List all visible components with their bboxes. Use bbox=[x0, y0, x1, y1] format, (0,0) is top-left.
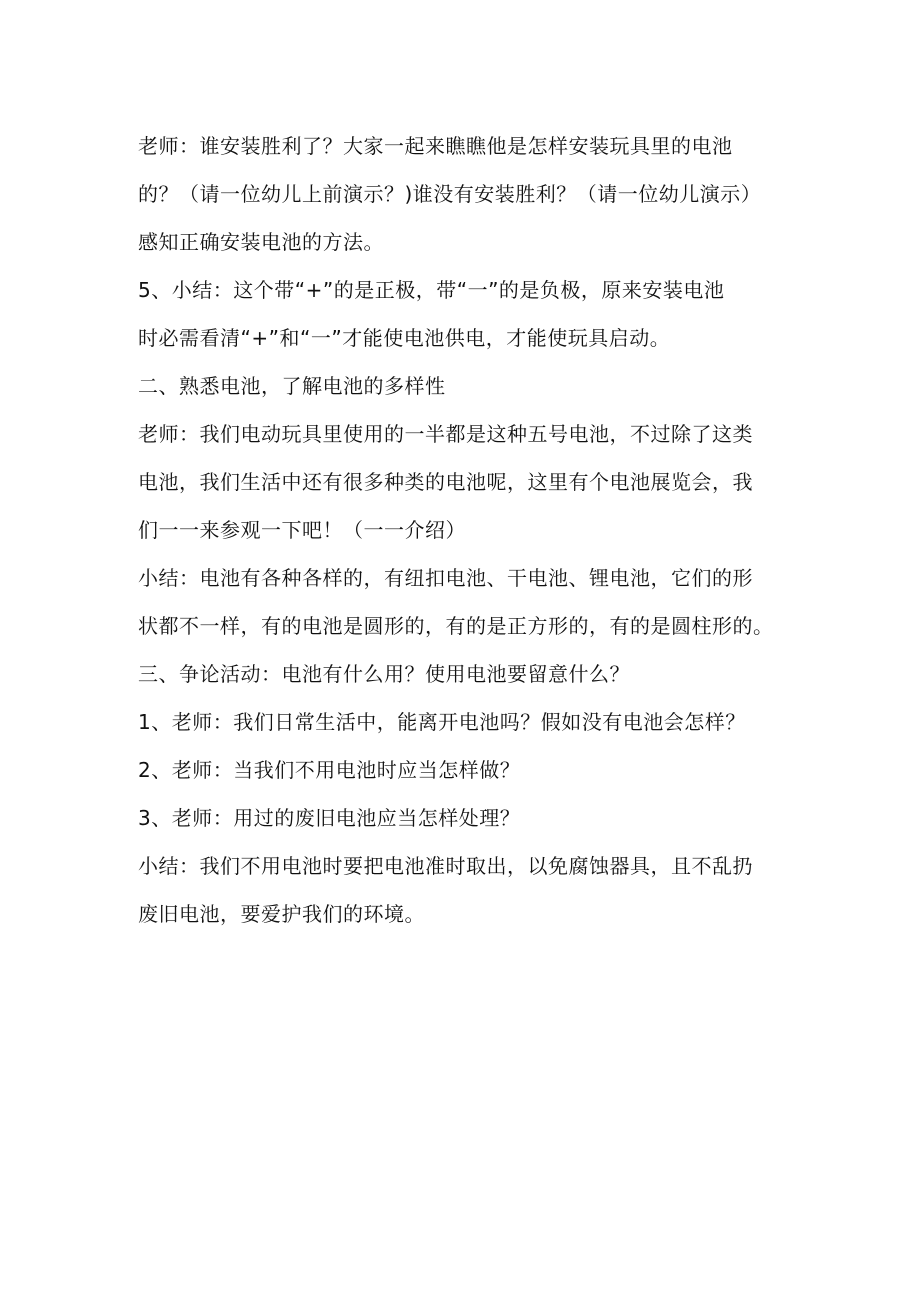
list-item: 2、老师：当我们不用电池时应当怎样做？ bbox=[138, 758, 521, 782]
section-heading: 二、熟悉电池，了解电池的多样性 bbox=[138, 374, 446, 398]
text-line: 老师：谁安装胜利了？大家一起来瞧瞧他是怎样安装玩具里的电池 bbox=[138, 134, 733, 158]
list-item: 1、老师：我们日常生活中，能离开电池吗？假如没有电池会怎样？ bbox=[138, 710, 746, 734]
text-line: 状都不一样，有的电池是圆形的，有的是正方形的，有的是圆柱形的。 bbox=[138, 614, 774, 638]
section-heading: 三、争论活动：电池有什么用？使用电池要留意什么？ bbox=[138, 662, 630, 686]
list-item: 3、老师：用过的废旧电池应当怎样处理？ bbox=[138, 806, 521, 830]
text-line: 时必需看清“+”和“一”才能使电池供电，才能使玩具启动。 bbox=[138, 326, 671, 350]
text-line: 废旧电池，要爱护我们的环境。 bbox=[138, 902, 425, 926]
text-line: 电池，我们生活中还有很多种类的电池呢，这里有个电池展览会，我 bbox=[138, 470, 753, 494]
text-line: 的？（请一位幼儿上前演示？)谁没有安装胜利？（请一位幼儿演示） bbox=[138, 182, 762, 206]
text-line: 们一一来参观一下吧！（一一介绍） bbox=[138, 518, 466, 542]
text-line: 5、小结：这个带“+”的是正极，带“一”的是负极，原来安装电池 bbox=[138, 278, 725, 302]
document-body bbox=[138, 122, 818, 938]
text-line: 小结：电池有各种各样的，有纽扣电池、干电池、锂电池，它们的形 bbox=[138, 566, 753, 590]
text-line: 小结：我们不用电池时要把电池准时取出，以免腐蚀器具，且不乱扔 bbox=[138, 854, 753, 878]
text-line: 老师：我们电动玩具里使用的一半都是这种五号电池，不过除了这类 bbox=[138, 422, 753, 446]
text-line: 感知正确安装电池的方法。 bbox=[138, 230, 384, 254]
